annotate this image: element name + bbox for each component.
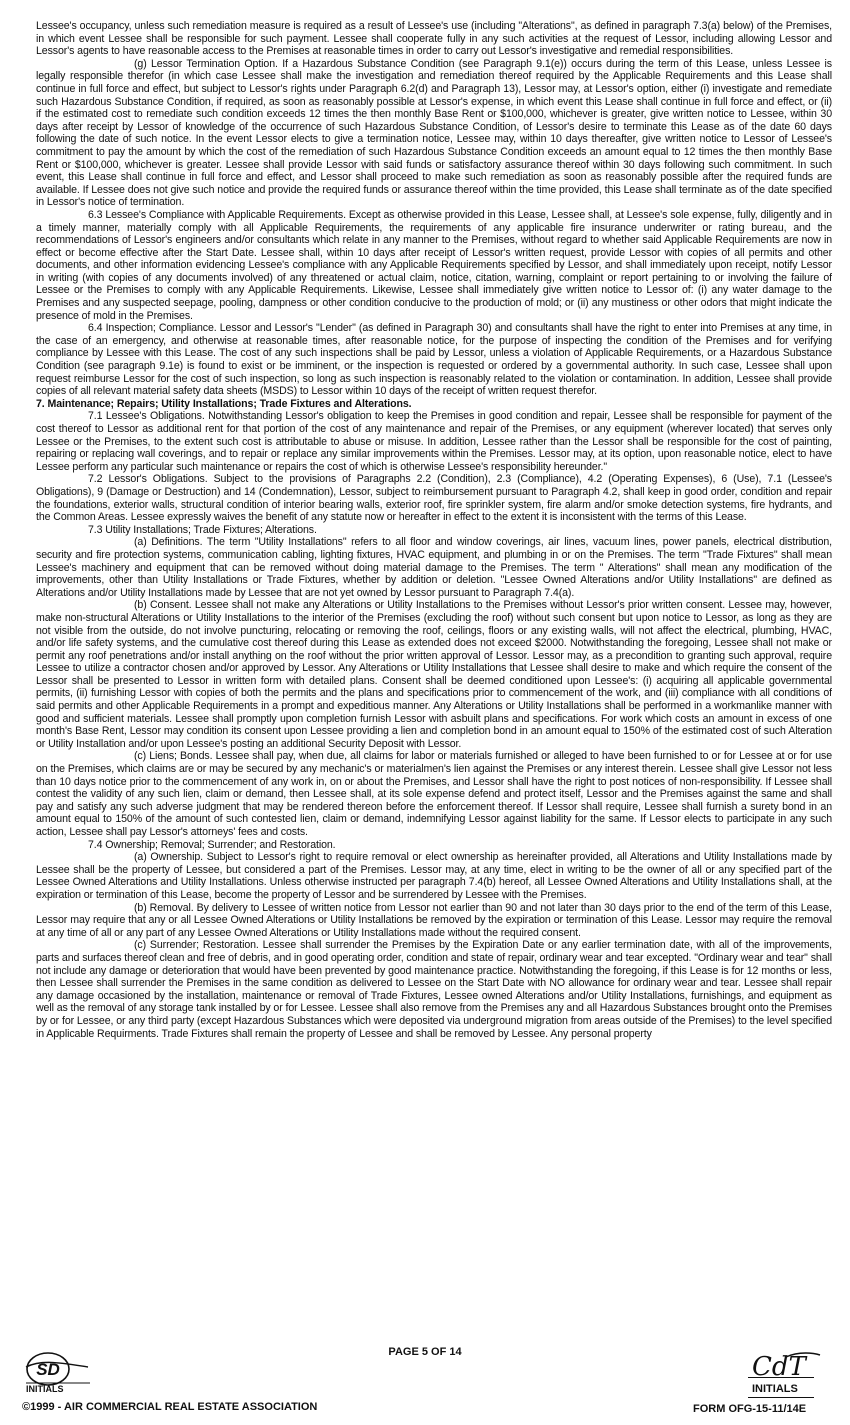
initials-label: INITIALS [752, 1383, 798, 1395]
seal-label: INITIALS [26, 1384, 64, 1394]
page-footer [0, 1335, 850, 1425]
paragraph-7-3c: (c) Liens; Bonds. Lessee shall pay, when due, all claims for labor or materials furnished or alleged to have been furnished to or for Lessee at or for use on the Premises, which claims are or may be secured by any mechanic's or materialmen's lien against the Premises or any interest therein. Lessee shall give Lessor not less than 10 days notice prior to the commencement of any work in, on or about the Premises, and Lessor shall have the right to post notices of non-responsibility. If Lessee shall contest the validity of any such lien, claim or demand, then Lessee shall, at its sole expense defend and protect itself, Lessor and the Premises against the same and shall pay and satisfy any such adverse judgment that may be rendered thereon before the enforcement thereof. If Lessor shall require, Lessee shall furnish a surety bond in an amount equal to 150% of the amount of such contested lien, claim or demand, indemnifying Lessor against liability for the same. If Lessor elects to participate in any such action, Lessee shall pay Lessor's attorneys' fees and costs. [36, 750, 832, 838]
seal-mark: SD [36, 1360, 60, 1379]
signature-initials-icon [744, 1345, 824, 1385]
section-7-heading: 7. Maintenance; Repairs; Utility Installations; Trade Fixtures and Alterations. [36, 397, 412, 410]
copyright-notice: ©1999 - AIR COMMERCIAL REAL ESTATE ASSOCIATION [22, 1401, 318, 1413]
paragraph-7-4a: (a) Ownership. Subject to Lessor's right to require removal or elect ownership as hereinafter provided, all Alterations and Utility Installations made by Lessee shall be the property of Lessee, but considered a part of the Premises. Lessor may, at any time, elect in writing to be the owner of all or any specified part of the Lessee Owned Alterations and Utility Installations. Unless otherwise instructed per paragraph 7.4(b) hereof, all Lessee Owned Alterations and Utility Installations shall, at the expiration or termination of this Lease, become the property of Lessor and be surrendered by Lessee with the Premises. [36, 851, 832, 901]
paragraph-7-4-heading: 7.4 Ownership; Removal; Surrender; and Restoration. [88, 838, 336, 851]
signature-text: CdT [752, 1352, 806, 1382]
form-id: FORM OFG-15-11/14E [693, 1403, 807, 1415]
paragraph-6-3: 6.3 Lessee's Compliance with Applicable Requirements. Except as otherwise provided in this Lease, Lessee shall, at Lessee's sole expense, fully, diligently and in a timely manner, materially comply with all Applicable Requirements, the requirements of any applicable fire insurance underwriter or rating bureau, and the recommendations of Lessor's engineers and/or consultants which relate in any manner to the Premises, without regard to whether said Applicable Requirements are now in effect or become effective after the Start Date. Lessee shall, within 10 days after receipt of Lessor's written request, provide Lessor with copies of all permits and other documents, and other information evidencing Lessee's compliance with any Applicable Requirements specified by Lessor, and shall immediately upon receipt, notify Lessor in writing (with copies of any documents involved) of any threatened or actual claim, notice, citation, warning, complaint or report pertaining to or involving the failure of Lessee or the Premises to comply with any Applicable Requirements. Likewise, Lessee shall immediately give written notice to Lessor of: (i) any water damage to the Premises and any suspected seepage, pooling, dampness or other condition conducive to the production of mold; or (ii) any mustiness or other odors that might indicate the presence of mold in the Premises. [36, 208, 832, 322]
initials-line [748, 1377, 814, 1378]
paragraph-7-1: 7.1 Lessee's Obligations. Notwithstanding Lessor's obligation to keep the Premises in good condition and repair, Lessee shall be responsible for payment of the cost thereof to Lessor as additional rent for that portion of the cost of any maintenance and repair of the Premises, or any equipment (wherever located) that serves only Lessee or the Premises, to the extent such cost is attributable to abuse or misuse. In addition, Lessee rather than the Lessor shall be responsible for the cost of painting, repairing or replacing wall coverings, and to repair or replace any similar improvements within the Premises. Lessor may, at its option, upon reasonable notice, elect to have Lessee perform any particular such maintenance or repairs the cost of which is otherwise Lessee's responsibility hereunder." [36, 410, 832, 473]
paragraph-7-2: 7.2 Lessor's Obligations. Subject to the provisions of Paragraphs 2.2 (Condition), 2.3 (Compliance), 4.2 (Operating Expenses), 6 (Use), 7.1 (Lessee's Obligations), 9 (Damage or Destruction) and 14 (Condemnation), Lessor, subject to reimbursement pursuant to Paragraph 4.2, shall keep in good order, condition and repair the foundations, exterior walls, structural condition of interior bearing walls, exterior roof, fire sprinkler system, fire alarm and/or smoke detection systems, fire hydrants, and the Common Areas. Lessee expressly waives the benefit of any statute now or hereafter in effect to the extent it is inconsistent with the terms of this Lease. [36, 473, 832, 524]
paragraph-7-4c: (c) Surrender; Restoration. Lessee shall surrender the Premises by the Expiration Date or any earlier termination date, with all of the improvements, parts and surfaces thereof clean and free of debris, and in good operating order, condition and state of repair, ordinary wear and tear excepted. "Ordinary wear and tear" shall not include any damage or deterioration that would have been prevented by good maintenance practice. Notwithstanding the foregoing, if this Lease is for 12 months or less, then Lessee shall surrender the Premises in the same condition as delivered to Lessee on the Start Date with NO allowance for ordinary wear and tear. Lessee shall repair any damage occasioned by the installation, maintenance or removal of Trade Fixtures, Lessee owned Alterations and/or Utility Installations, furnishings, and equipment as well as the removal of any storage tank installed by or for Lessee. Lessee shall also remove from the Premises any and all Hazardous Substances brought onto the Premises by or for Lessee, or any third party (except Hazardous Substances which were deposited via underground migration from areas outside of the Premises) to the level specified in Applicable Requirments. Trade Fixtures shall remain the property of Lessee and shall be removed by Lessee. Any personal property [36, 939, 832, 1040]
paragraph-6-4: 6.4 Inspection; Compliance. Lessor and Lessor's "Lender" (as defined in Paragraph 30) and consultants shall have the right to enter into Premises at any time, in the case of an emergency, and otherwise at reasonable times, after reasonable notice, for the purpose of inspecting the condition of the Premises and for verifying compliance by Lessee with this Lease. The cost of any such inspections shall be paid by Lessor, unless a violation of Applicable Requirements, or a Hazardous Substance Condition (see paragraph 9.1e) is found to exist or be imminent, or the inspection is requested or ordered by a governmental authority. In such case, Lessee shall upon request reimburse Lessor for the cost of such inspection, so long as such inspection is reasonably related to the violation or contamination. In addition, Lessee shall provide copies of all relevant material safety data sheets (MSDS) to Lessor within 10 days of the receipt of written request therefor. [36, 322, 832, 398]
page-number: PAGE 5 OF 14 [388, 1346, 462, 1358]
paragraph-7-4b: (b) Removal. By delivery to Lessee of written notice from Lessor not earlier than 90 and not later than 30 days prior to the end of the term of this Lease, Lessor may require that any or all Lessee Owned Alterations or Utility Installations be removed by the expiration or termination of this Lease. Lessor may require the removal at any time of all or any part of any Lessee Owned Alterations or Utility Installations made without the required consent. [36, 901, 832, 939]
initials-underline [748, 1397, 814, 1398]
paragraph-6-2f-continued: Lessee's occupancy, unless such remediation measure is required as a result of Lessee's use (including "Alterations", as defined in paragraph 7.3(a) below) of the Premises, in which event Lessee shall be responsible for such payment. Lessee shall cooperate fully in any such activities at the request of Lessor, including allowing Lessor and Lessor's agents to have reasonable access to the Premises at reasonable times in order to carry out Lessor's investigative and remedial responsibilities. [36, 20, 832, 58]
paragraph-6-2g: (g) Lessor Termination Option. If a Hazardous Substance Condition (see Paragraph 9.1(e)) occurs during the term of this Lease, unless Lessee is legally responsible therefor (in which case Lessee shall make the investigation and remediation thereof required by the Applicable Requirements and this Lease shall continue in full force and effect, but subject to Lessor's rights under Paragraph 6.2(d) and Paragraph 13), Lessor may, at Lessor's option, either (i) investigate and remediate such Hazardous Substance Condition, if required, as soon as reasonably possible at Lessor's expense, in which event this Lease shall continue in full force and effect, or (ii) if the estimated cost to remediate such condition exceeds 12 times the then monthly Base Rent or $100,000, whichever is greater, give written notice to Lessee, within 30 days after receipt by Lessor of knowledge of the occurrence of such Hazardous Substance Condition, of Lessor's desire to terminate this Lease as of the date 60 days following the date of such notice. In the event Lessor elects to give a termination notice, Lessee may, within 10 days thereafter, give written notice to Lessor of Lessee's commitment to pay the amount by which the cost of the remediation of such Hazardous Substance Condition exceeds an amount equal to 12 times the then monthly Base Rent or $100,000, whichever is greater. Lessee shall provide Lessor with said funds or satisfactory assurance thereof within 30 days following such commitment. In such event, this Lease shall continue in full force and effect, and Lessor shall proceed to make such remediation as soon as reasonably possible after the required funds are available. If Lessee does not give such notice and provide the required funds or assurance thereof within the time provided, this Lease shall terminate as of the date specified in Lessor's notice of termination. [36, 57, 832, 209]
paragraph-7-3a: (a) Definitions. The term "Utility Installations" refers to all floor and window coverings, air lines, vacuum lines, power panels, electrical distribution, security and fire protection systems, communication cabling, lighting fixtures, HVAC equipment, and plumbing in or on the Premises. The term "Trade Fixtures" shall mean Lessee's machinery and equipment that can be removed without doing material damage to the Premises. The term " Alterations" shall mean any modification of the improvements, other than Utility Installations or Trade Fixtures, whether by addition or deletion. "Lessee Owned Alterations and/or Utility Installations" are defined as Alterations and/or Utility Installations made by Lessee that are not yet owned by Lessor pursuant to Paragraph 7.4(a). [36, 536, 832, 599]
paragraph-7-3-heading: 7.3 Utility Installations; Trade Fixtures; Alterations. [88, 523, 317, 536]
paragraph-7-3b: (b) Consent. Lessee shall not make any Alterations or Utility Installations to the Premises without Lessor's prior written consent. Lessee may, however, make non-structural Alterations or Utility Installations to the interior of the Premises (excluding the roof) without such consent but upon notice to Lessor, as long as they are not visible from the outside, do not involve puncturing, relocating or removing the roof, ceilings, floors or any existing walls, will not affect the electrical, plumbing, HVAC, and/or life safety systems, and the cumulative cost thereof during this Lease as extended does not exceed $2000. Notwithstanding the foregoing, Lessee shall not make or permit any roof penetrations and/or install anything on the roof without the prior written approval of Lessor. Lessor may, as a precondition to granting such approval, require Lessee to utilize a contractor chosen and/or approved by Lessor. Any Alterations or Utility Installations that Lessee shall desire to make and which require the consent of the Lessor shall be presented to Lessor in written form with detailed plans. Consent shall be deemed conditioned upon Lessee's: (i) acquiring all applicable governmental permits, (ii) furnishing Lessor with copies of both the permits and the plans and specifications prior to commencement of the work, and (iii) compliance with all conditions of said permits and other Applicable Requirements in a prompt and expeditious manner. Any Alterations or Utility Installations shall be performed in a workmanlike manner with good and sufficient materials. Lessee shall promptly upon completion furnish Lessor with asbuilt plans and specifications. For work which costs an amount in excess of one month's Base Rent, Lessor may condition its consent upon Lessee providing a lien and completion bond in an amount equal to 150% of the estimated cost of such Alteration or Utility Installation and/or upon Lessee's posting an additional Security Deposit with Lessor. [36, 599, 832, 750]
document-body [36, 20, 832, 1345]
